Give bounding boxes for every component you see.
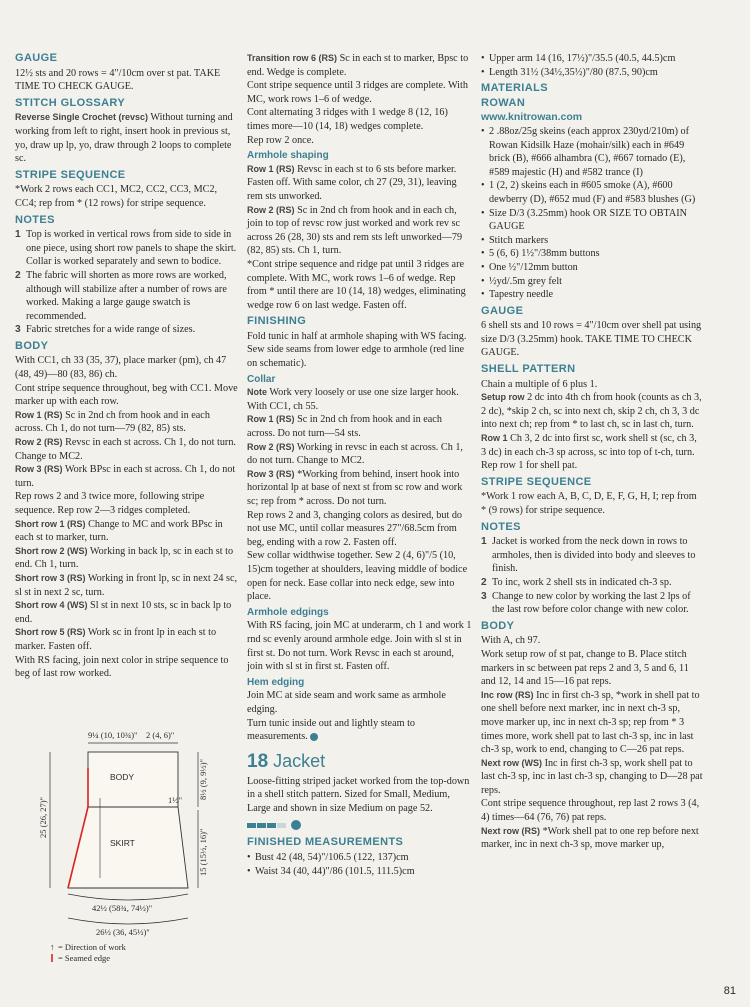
material-item: • Tapestry needle (481, 288, 704, 302)
row-text: Revsc in each st across. Ch 1, do not turn. Change to MC2. (15, 437, 236, 462)
row-text: Sl st in next 10 sts, sc in back lp to end. (15, 600, 232, 625)
glossary-body: Without turning and working from left to right, insert hook in previous st, yo, draw up lp, yo, draw through 2 loops to complete sc. (15, 112, 233, 165)
row-label: Setup row (481, 392, 525, 403)
body-heading: BODY (15, 339, 49, 352)
stitch-glossary-text (15, 111, 239, 165)
skill-bar-icon (267, 823, 276, 828)
note-item (15, 269, 239, 323)
row-label: Short row 2 (WS) (15, 545, 88, 556)
instruction-text: Cont stripe sequence throughout, rep last 2 rows 3 (4, 4) times—64 (76, 76) pat reps. (481, 798, 700, 824)
row-label: Row 2 (RS) (247, 441, 295, 452)
row-instruction (481, 757, 704, 798)
note-text: To inc, work 2 shell sts in indicated ch-3 sp. (492, 576, 672, 588)
row-text: Working in back lp, sc in each st to end. Ch 1, turn. (15, 545, 234, 571)
bottom-measure-label: 42½ (58¾, 74½)" (92, 903, 153, 913)
measurement-text: Length 31½ (34½,35½)"/80 (87.5, 90)cm (489, 66, 658, 78)
row-instruction (481, 689, 704, 757)
material-text: 2 .88oz/25g skeins (each approx 230yd/210m) of Rowan Kidsilk Haze (mohair/silk) each in #649 brick (B), #666 alhambra (C), #667 tornado (E), #589 majestic (H) and #582 trance (I) (489, 125, 690, 178)
skirt-label: SKIRT (110, 838, 135, 848)
armhole-shaping-heading: Armhole shaping (247, 150, 329, 162)
notes-heading: NOTES (481, 520, 521, 533)
glossary-label: Reverse Single Crochet (revsc) (15, 112, 149, 123)
row-label: Row 3 (RS) (247, 468, 295, 479)
row-text: Sc in 2nd ch from hook and in each ch, join to top of revsc row just worked and work rev sc across 26 (28, 30) sts and rem sts left unworked—79 (82, 85) sts. Ch 1, turn. (247, 204, 463, 257)
body-intro: With CC1, ch 33 (35, 37), place marker (pm), ch 47 (48, 49)—80 (83, 86) ch. (15, 355, 227, 381)
notes-heading: NOTES (15, 213, 55, 226)
stripe-sequence-heading: STRIPE SEQUENCE (481, 475, 592, 488)
instruction-text: Cont stripe sequence until 3 ridges are complete. With MC, work rows 1–6 of wedge. (247, 80, 468, 105)
material-text: Size D/3 (3.25mm) hook OR SIZE TO OBTAIN GAUGE (489, 207, 688, 233)
note-item (15, 323, 239, 337)
legend-direction: = Direction of work (58, 942, 126, 952)
row-label: Row 1 (RS) (15, 409, 63, 420)
row-label: Short row 5 (RS) (15, 627, 86, 638)
skill-bar-icon (247, 823, 256, 828)
shell-repeat: Rep row 1 for shell pat. (481, 460, 578, 472)
gauge-heading: GAUGE (481, 304, 524, 317)
row-label: Row 2 (RS) (247, 204, 295, 215)
transition-row (247, 52, 472, 79)
row-text: Change to MC and work BPsc in each st to marker, turn. (15, 518, 223, 544)
short-row-instruction (15, 599, 239, 626)
shell-intro: Chain a multiple of 6 plus 1. (481, 378, 598, 390)
row-text: Inc in first ch-3 sp, work shell pat to last ch-3 sp, inc in last ch-3 sp, changing to D—28 pat reps. (481, 757, 703, 796)
middle-column (247, 52, 472, 878)
hem-edging-text (247, 717, 472, 744)
row-label: Row 3 (RS) (15, 464, 63, 475)
pattern-description: Loose-fitting striped jacket worked from the top-down in a shell stitch pattern. Sized for Small, Medium, Large and shown in size Medium on page 52. (247, 775, 470, 814)
pattern-number: 18 (247, 750, 269, 772)
short-row-instruction (15, 626, 239, 653)
row-text: Revsc in each st to 6 sts before marker. Fasten off. With same color, ch 27 (29, 31), leaving rem sts unworked. (247, 163, 457, 202)
row-instruction (15, 436, 239, 463)
armhole-edgings-text: With RS facing, join MC at underarm, ch 1 and work 1 rnd sc evenly around armhole edge. Join with sl st in first st. Do not turn. Work Revsc in each st around, join with sl st in first st. Fasten off. (247, 620, 472, 673)
measurement-item: • Length 31½ (34½,35½)"/80 (87.5, 90)cm (481, 66, 704, 80)
row-label: Row 1 (RS) (247, 414, 295, 425)
note-text: Change to new color by working the last 2 lps of the last row before color change with new color. (492, 590, 691, 616)
materials-heading: MATERIALS (481, 82, 548, 95)
row-instruction (15, 409, 239, 436)
gauge-text: 6 shell sts and 10 rows = 4"/10cm over shell pat using size D/3 (3.25mm) hook. TAKE TIME TO CHECK GAUGE. (481, 320, 702, 359)
note-text: Jacket is worked from the neck down in rows to armholes, then is divided into body and sleeves to finish. (492, 536, 696, 575)
finishing-heading: FINISHING (247, 315, 307, 328)
left-height-label: 25 (26, 27)" (38, 796, 48, 838)
gauge-heading: GAUGE (15, 52, 58, 64)
brand-name: ROWAN (481, 96, 526, 109)
hem-edging-text: Join MC at side seam and work same as armhole edging. (247, 690, 446, 715)
instruction-text: Rep rows 2 and 3, changing colors as desired, but do not use MC, until collar measures 27"/68.5cm from beg, ending with a row 2. Fasten off. (247, 509, 463, 548)
note-text: The fabric will shorten as more rows are worked, although will stabilize after a number of rows are worked. Making a large gauge swatch is recommended. (26, 269, 227, 322)
skill-bar-icon (257, 823, 266, 828)
small-measure-label: 1½" (168, 795, 183, 805)
body-intro: With A, ch 97. (481, 635, 541, 647)
row-label: Row 1 (RS) (247, 163, 295, 174)
material-text: 1 (2, 2) skeins each in #605 smoke (A), #600 dewberry (D), #652 mud (F) and #583 blushes (G) (489, 180, 696, 205)
stripe-sequence-text: *Work 1 row each A, B, C, D, E, F, G, H, I; rep from * (9 rows) for stripe sequence. (481, 491, 697, 516)
row-label: Row 2 (RS) (15, 437, 63, 448)
row-instruction (247, 413, 472, 440)
row-instruction (481, 432, 704, 459)
body-line: Cont stripe sequence throughout, beg with CC1. Move marker up with each row. (15, 382, 238, 408)
measurement-text: Upper arm 14 (16, 17½)"/35.5 (40.5, 44.5)cm (489, 53, 676, 64)
page-number: 81 (723, 985, 736, 997)
row-text: Working in revsc in each st across. Ch 1, do not turn. Change to MC2. (247, 441, 463, 467)
row-text: Ch 3, 2 dc into first sc, work shell st (sc, ch 3, 3 dc) in each ch-3 sp across, sc into top of t-ch, turn. (481, 433, 697, 458)
right-column (481, 52, 704, 852)
row-instruction (247, 163, 472, 204)
material-text: 5 (6, 6) 1½"/38mm buttons (489, 248, 600, 260)
row-instruction (247, 468, 472, 509)
note-number: 2 (481, 576, 487, 588)
short-row-instruction (15, 518, 239, 545)
armhole-edgings-heading: Armhole edgings (247, 606, 329, 618)
note-text: Fabric stretches for a wide range of sizes. (26, 324, 196, 336)
body-heading: BODY (481, 619, 515, 632)
material-item: • 5 (6, 6) 1½"/38mm buttons (481, 247, 704, 261)
neck-measure-label: 2 (4, 6)" (146, 730, 175, 740)
instruction-text: Sew collar widthwise together. Sew 2 (4, 6)"/5 (10, 15)cm together at shoulders, leaving middle of bodice open for neck. Ease collar into neck edge, sew into place. (247, 550, 468, 603)
note-number: 3 (15, 324, 21, 336)
material-item: • ½yd/.5m grey felt (481, 275, 704, 289)
note-number: 1 (15, 229, 21, 241)
row-text: Working in front lp, sc in next 24 sc, sl st in next 2 sc, turn. (15, 572, 238, 598)
material-item: • One ½"/12mm button (481, 261, 704, 275)
short-row-instruction (15, 545, 239, 572)
stitch-glossary-heading: STITCH GLOSSARY (15, 96, 126, 109)
short-row-instruction (15, 572, 239, 599)
arrow-up-icon: ↑ (50, 942, 55, 952)
material-item: • Size D/3 (3.25mm) hook OR SIZE TO OBTAIN GAUGE (481, 207, 704, 234)
yarn-ball-icon (291, 820, 301, 830)
note-number: 3 (481, 590, 487, 602)
stripe-sequence-heading: STRIPE SEQUENCE (15, 168, 126, 181)
row-text: Sc in each st to marker, Bpsc to end. Wedge is complete. (247, 53, 469, 78)
note-item (481, 576, 704, 590)
finished-measurements-heading: FINISHED MEASUREMENTS (247, 836, 404, 849)
row-text: Work BPsc in each st across. Ch 1, do not turn. (15, 464, 236, 489)
lower-measure-curve (68, 918, 188, 924)
row-instruction (15, 463, 239, 490)
row-label: Transition row 6 (RS) (247, 53, 338, 63)
row-text: Sc in 2nd ch from hook and in each across. Do not turn—54 sts. (247, 414, 442, 440)
pattern-name: Jacket (273, 750, 326, 771)
legend-seam: = Seamed edge (58, 953, 110, 963)
hem-edging-heading: Hem edging (247, 676, 305, 688)
material-text: ½yd/.5m grey felt (489, 275, 562, 287)
finishing-text: Fold tunic in half at armhole shaping with WS facing. Sew side seams from lower edge to armhole (red line on schematic). (247, 330, 467, 370)
material-item: • Stitch markers (481, 234, 704, 248)
row-label: Note (247, 387, 267, 398)
note-number: 2 (15, 269, 21, 281)
measurement-item: • Waist 34 (40, 44)"/86 (101.5, 111.5)cm (247, 865, 472, 879)
row-label: Short row 4 (WS) (15, 600, 88, 611)
material-text: Tapestry needle (489, 289, 554, 301)
row-instruction (247, 386, 472, 413)
left-column (15, 52, 239, 681)
row-text: 2 dc into 4th ch from hook (counts as ch 3, 2 dc), *skip 2 ch, sc into next ch, skip 2 ch, ch 3, 3 dc into next ch; rep from * to last ch, sc in last ch, turn. (481, 392, 702, 431)
row-text: Work sc in front lp in each st to marker. Fasten off. (15, 627, 217, 652)
row-label: Row 1 (481, 433, 508, 444)
brand-url[interactable]: www.knitrowan.com (481, 111, 583, 124)
collar-heading: Collar (247, 373, 276, 385)
row-label: Next row (RS) (481, 825, 541, 836)
tunic-schematic (30, 728, 230, 963)
instruction-text: Rep row 2 once. (247, 134, 314, 146)
measurement-text: Bust 42 (48, 54)"/106.5 (122, 137)cm (255, 852, 409, 864)
bottom-measure-curve (68, 894, 188, 900)
row-text: Inc in first ch-3 sp, *work in shell pat to one shell before next marker, inc in next ch-3 sp, move marker up, inc in next ch-3 sp; rep from * 3 times more, work shell pat to last ch-3 sp, inc in last ch-3 sp, work to end, changing to C—26 pat reps. (481, 689, 700, 756)
instruction-text: Cont alternating 3 ridges with 1 wedge 8 (12, 16) times more—10 (14, 18) wedges complete. (247, 107, 448, 132)
row-label: Next row (WS) (481, 757, 543, 768)
note-item (481, 535, 704, 576)
body-label: BODY (110, 772, 135, 782)
skill-level-icon (247, 820, 301, 830)
lower-measure-label: 26½ (36, 45½)" (96, 927, 150, 937)
material-item: • 2 .88oz/25g skeins (each approx 230yd/210m) of Rowan Kidsilk Haze (mohair/silk) each in #649 brick (B), #666 alhambra (C), #667 tornado (E), #589 majestic (H) and #582 trance (I) (481, 125, 704, 179)
gauge-text: 12½ sts and 20 rows = 4"/10cm over st pat. TAKE TIME TO CHECK GAUGE. (15, 67, 221, 93)
notes-list (15, 228, 239, 337)
row-label: Short row 1 (RS) (15, 518, 86, 529)
row-label: Short row 3 (RS) (15, 572, 86, 583)
skill-bar-icon (277, 823, 286, 828)
measurement-item: • Upper arm 14 (16, 17½)"/35.5 (40.5, 44.5)cm (481, 52, 704, 66)
shell-pattern-heading: SHELL PATTERN (481, 363, 576, 376)
row-instruction (247, 441, 472, 468)
end-dot-icon (310, 733, 318, 741)
row-text: *Working from behind, insert hook into horizontal lp at base of next st from sc row and work sc; rep from * across. Do not turn. (247, 468, 463, 507)
hem-edging-final: Turn tunic inside out and lightly steam to measurements. (247, 717, 415, 743)
row-text: *Work shell pat to one rep before next marker, inc in next ch-3 sp, move marker up, (481, 825, 699, 851)
stripe-sequence-text: *Work 2 rows each CC1, MC2, CC2, CC3, MC2, CC4; rep from * (12 rows) for stripe sequence. (15, 184, 218, 209)
closing-text: With RS facing, join next color in stripe sequence to beg of last row worked. (15, 654, 229, 680)
row-text: Work very loosely or use one size larger hook. With CC1, ch 55. (247, 387, 459, 412)
right-lower-label: 15 (15½, 16)" (198, 828, 208, 876)
measurement-text: Waist 34 (40, 44)"/86 (101.5, 111.5)cm (255, 865, 415, 877)
row-instruction (481, 825, 704, 852)
row-label: Inc row (RS) (481, 689, 534, 700)
right-upper-label: 8½ (9, 9½)" (198, 758, 208, 800)
row-text: Sc in 2nd ch from hook and in each across. Ch 1, do not turn—79 (82, 85) sts. (15, 409, 210, 435)
note-text: Top is worked in vertical rows from side to side in one piece, using short row panels to shape the skirt. Collar is worked separately and sewn to bodice. (26, 229, 237, 268)
material-item: • 1 (2, 2) skeins each in #605 smoke (A), #600 dewberry (D), #652 mud (F) and #583 blushes (G) (481, 179, 704, 206)
repeat-text: Rep rows 2 and 3 twice more, following stripe sequence. Rep row 2—3 ridges completed. (15, 491, 205, 516)
material-text: Stitch markers (489, 234, 549, 246)
pattern-title (247, 750, 472, 773)
note-item (481, 590, 704, 617)
note-item (15, 228, 239, 269)
row-instruction (481, 391, 704, 432)
note-number: 1 (481, 536, 487, 548)
measurement-item: • Bust 42 (48, 54)"/106.5 (122, 137)cm (247, 851, 472, 865)
body-setup: Work setup row of st pat, change to B. Place stitch markers in sc between pat reps 2 and 3, 5 and 6, 11 and 12, 14 and 15—16 pat reps. (481, 648, 689, 688)
row-instruction (247, 204, 472, 258)
instruction-text: *Cont stripe sequence and ridge pat until 3 ridges are complete. With MC, work rows 1–6 of wedge. Rep from * until there are 10 (14, 18) wedges, eliminating wedge row 6 on last wedge. Fasten off. (247, 258, 466, 311)
material-text: One ½"/12mm button (489, 261, 578, 273)
top-measure-label: 9¼ (10, 10¾)" (88, 730, 138, 740)
